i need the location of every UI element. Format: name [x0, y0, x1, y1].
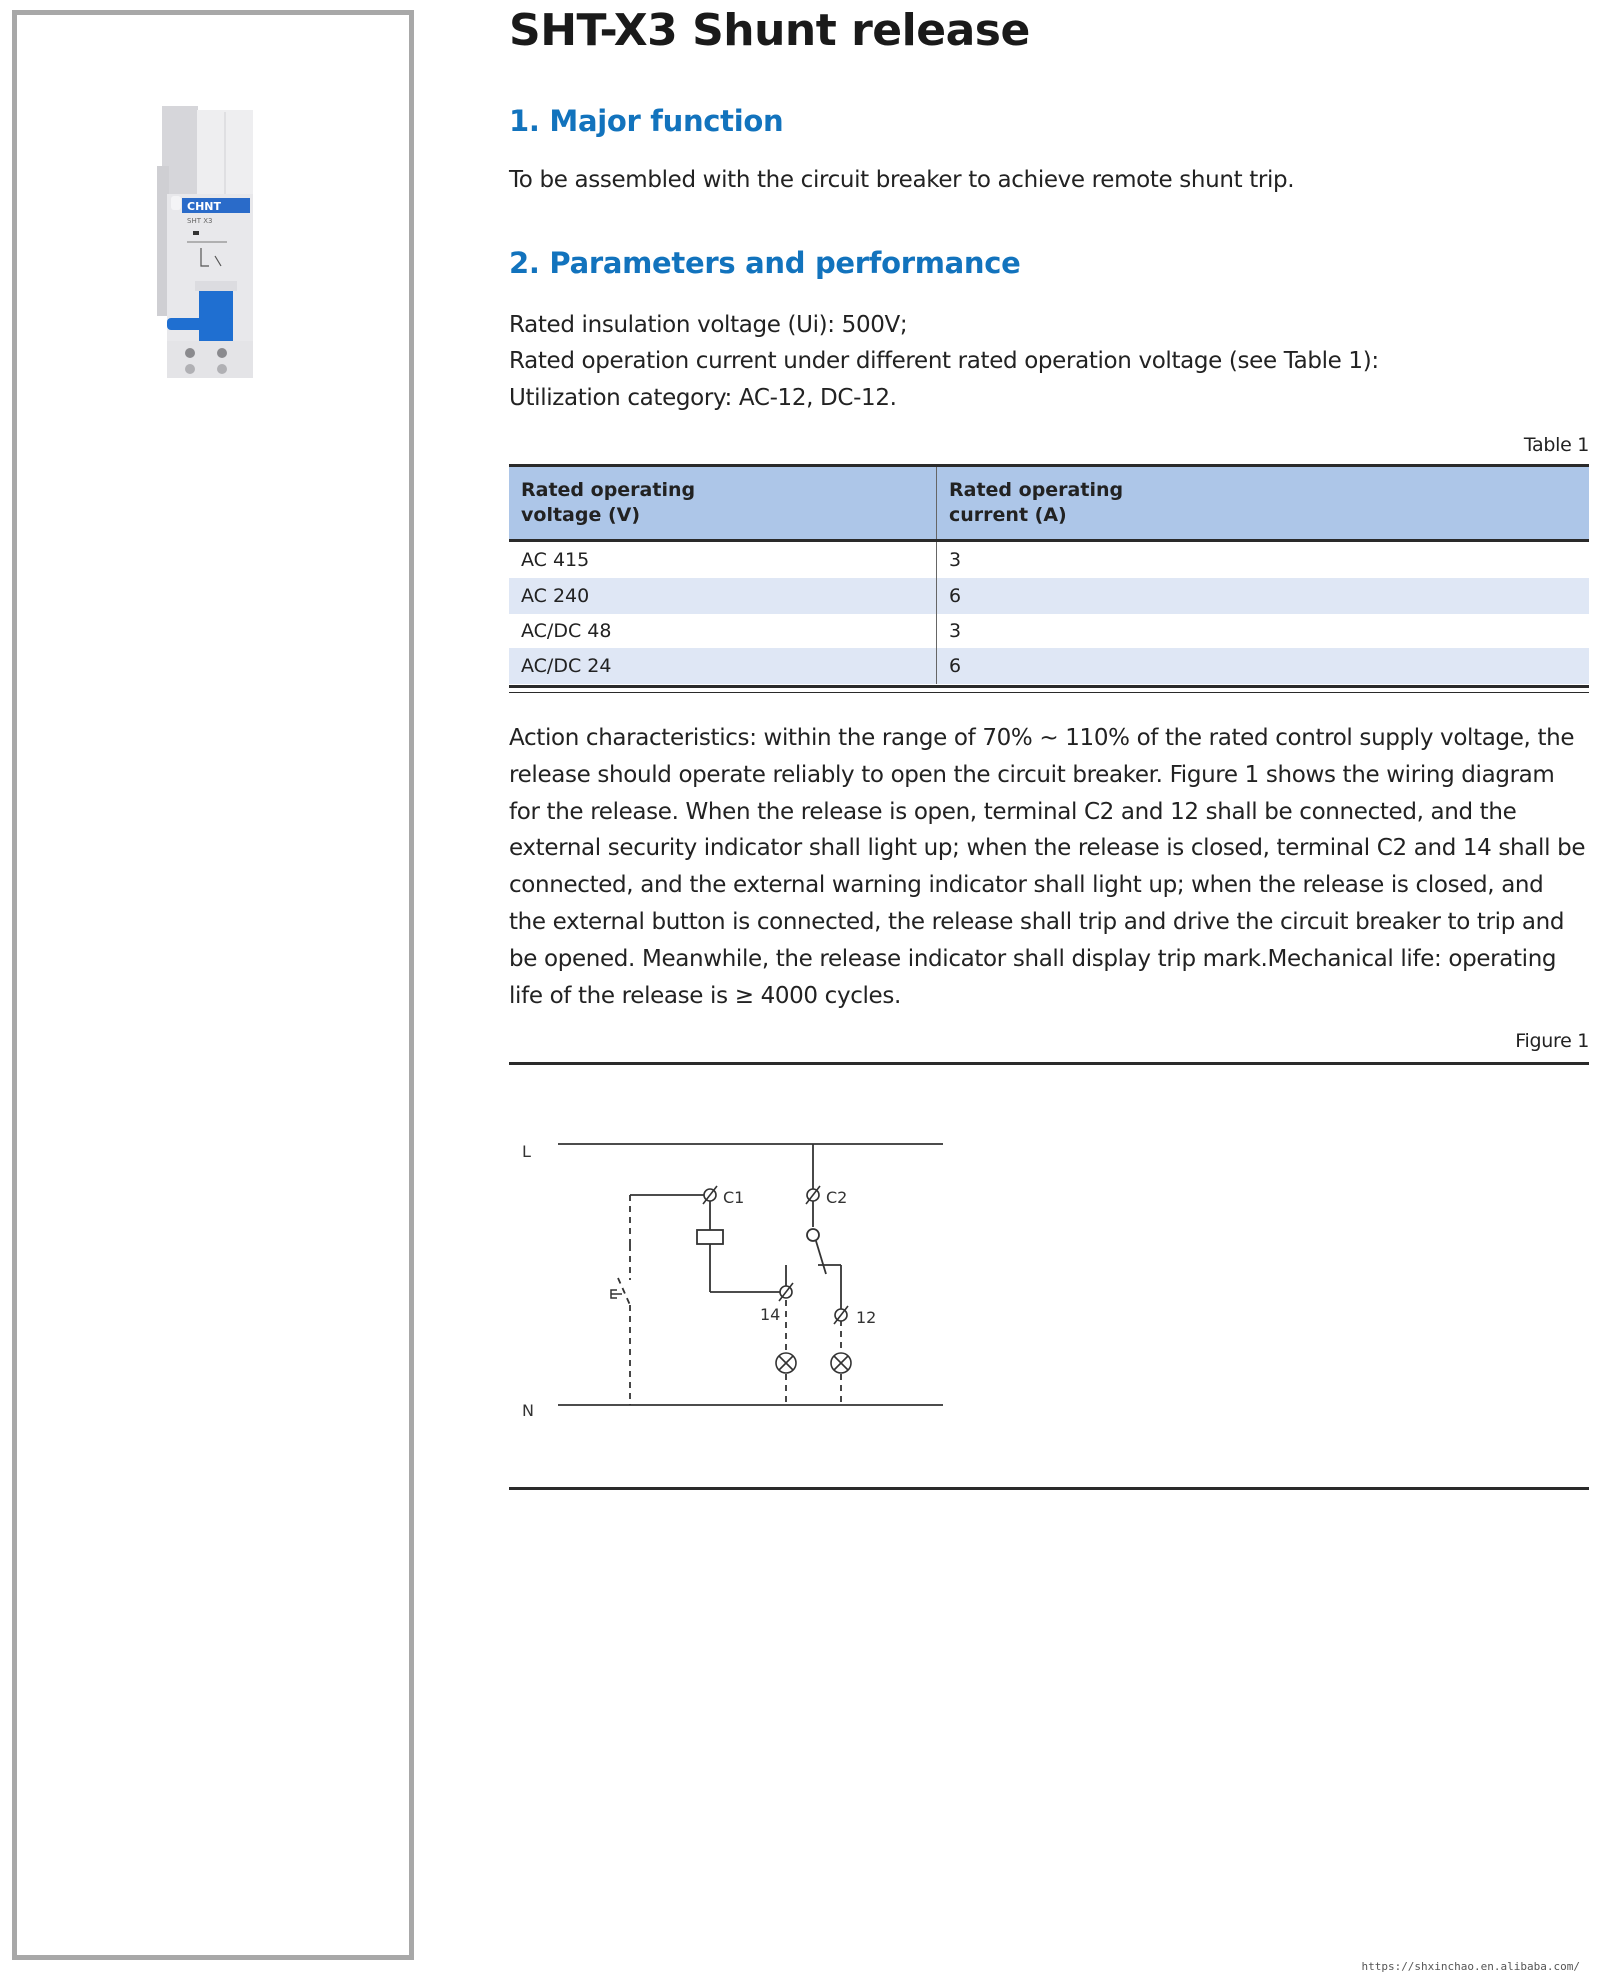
footer-url[interactable]: https://shxinchao.en.alibaba.com/ — [1361, 1960, 1580, 1973]
label-c1: C1 — [723, 1188, 745, 1207]
cell-voltage: AC 415 — [509, 542, 937, 578]
brand-text: CHNT — [187, 200, 221, 213]
figure-bottom-rule — [509, 1487, 1589, 1490]
text-line: the external button is connected, the release shall trip and drive the circuit breaker to trip and — [509, 908, 1565, 935]
cell-current: 3 — [949, 620, 962, 642]
table-row — [509, 542, 1589, 578]
table-row — [509, 648, 1589, 684]
table-row — [509, 578, 1589, 614]
wiring-diagram — [500, 1110, 960, 1440]
table-caption: Table 1 — [1523, 434, 1589, 456]
header-line: Rated operating — [521, 479, 696, 501]
table-header-current — [937, 467, 1589, 539]
cell-current: 3 — [949, 549, 962, 571]
label-14: 14 — [760, 1305, 781, 1324]
label-12: 12 — [856, 1308, 877, 1327]
cell-voltage: AC 240 — [509, 578, 937, 614]
security-lamp-icon — [831, 1353, 851, 1373]
section-heading-parameters: 2. Parameters and performance — [509, 246, 1021, 280]
terminal-12-icon — [834, 1306, 848, 1324]
label-c2: C2 — [826, 1188, 848, 1207]
text-line: life of the release is ≥ 4000 cycles. — [509, 982, 901, 1009]
text-line: release should operate reliably to open the circuit breaker. Figure 1 shows the wiring diagram — [509, 761, 1555, 788]
parameter-line: Rated operation current under different rated operation voltage (see Table 1): — [509, 348, 1379, 374]
model-text: SHT X3 — [187, 217, 213, 225]
terminal-14-icon — [779, 1283, 793, 1301]
table-header-row — [509, 467, 1589, 542]
product-photo — [157, 106, 257, 378]
coil-icon — [697, 1230, 723, 1244]
label-line: L — [522, 1142, 531, 1161]
text-line: be opened. Meanwhile, the release indicator shall display trip mark.Mechanical life: operating — [509, 945, 1557, 972]
page-title: SHT-X3 Shunt release — [509, 5, 1030, 56]
cell-voltage: AC/DC 48 — [509, 614, 937, 648]
switch-blade — [816, 1241, 826, 1274]
table-header-voltage — [509, 467, 937, 539]
switch-pivot-icon — [807, 1229, 819, 1241]
action-characteristics-text — [509, 720, 1594, 1014]
header-line: voltage (V) — [521, 504, 641, 526]
parameter-line: Utilization category: AC-12, DC-12. — [509, 385, 897, 411]
table-row — [509, 614, 1589, 648]
cell-current: 6 — [949, 585, 962, 607]
table-bottom-rule — [509, 685, 1589, 693]
table-1 — [509, 464, 1589, 693]
header-line: current (A) — [949, 504, 1067, 526]
label-neutral: N — [522, 1401, 534, 1420]
header-line: Rated operating — [949, 479, 1124, 501]
section-heading-major-function: 1. Major function — [509, 104, 784, 138]
figure-top-rule — [509, 1062, 1589, 1065]
text-line: external security indicator shall light up; when the release is closed, terminal C2 and 14 shall be — [509, 835, 1586, 862]
figure-caption: Figure 1 — [1515, 1030, 1589, 1052]
terminal-c2-icon — [806, 1186, 820, 1204]
text-line: for the release. When the release is open, terminal C2 and 12 shall be connected, and the — [509, 798, 1517, 825]
cell-current: 6 — [949, 655, 962, 677]
push-button-icon — [611, 1290, 622, 1298]
push-button-contact — [618, 1278, 630, 1305]
handle — [199, 284, 233, 344]
text-line: Action characteristics: within the range of 70% ~ 110% of the rated control supply voltage, the — [509, 725, 1575, 751]
major-function-text: To be assembled with the circuit breaker to achieve remote shunt trip. — [509, 167, 1295, 193]
cell-voltage: AC/DC 24 — [509, 648, 937, 684]
parameter-line: Rated insulation voltage (Ui): 500V; — [509, 312, 908, 338]
warning-lamp-icon — [776, 1353, 796, 1373]
terminal-c1-icon — [703, 1186, 717, 1204]
text-line: connected, and the external warning indicator shall light up; when the release is closed, and — [509, 872, 1544, 899]
